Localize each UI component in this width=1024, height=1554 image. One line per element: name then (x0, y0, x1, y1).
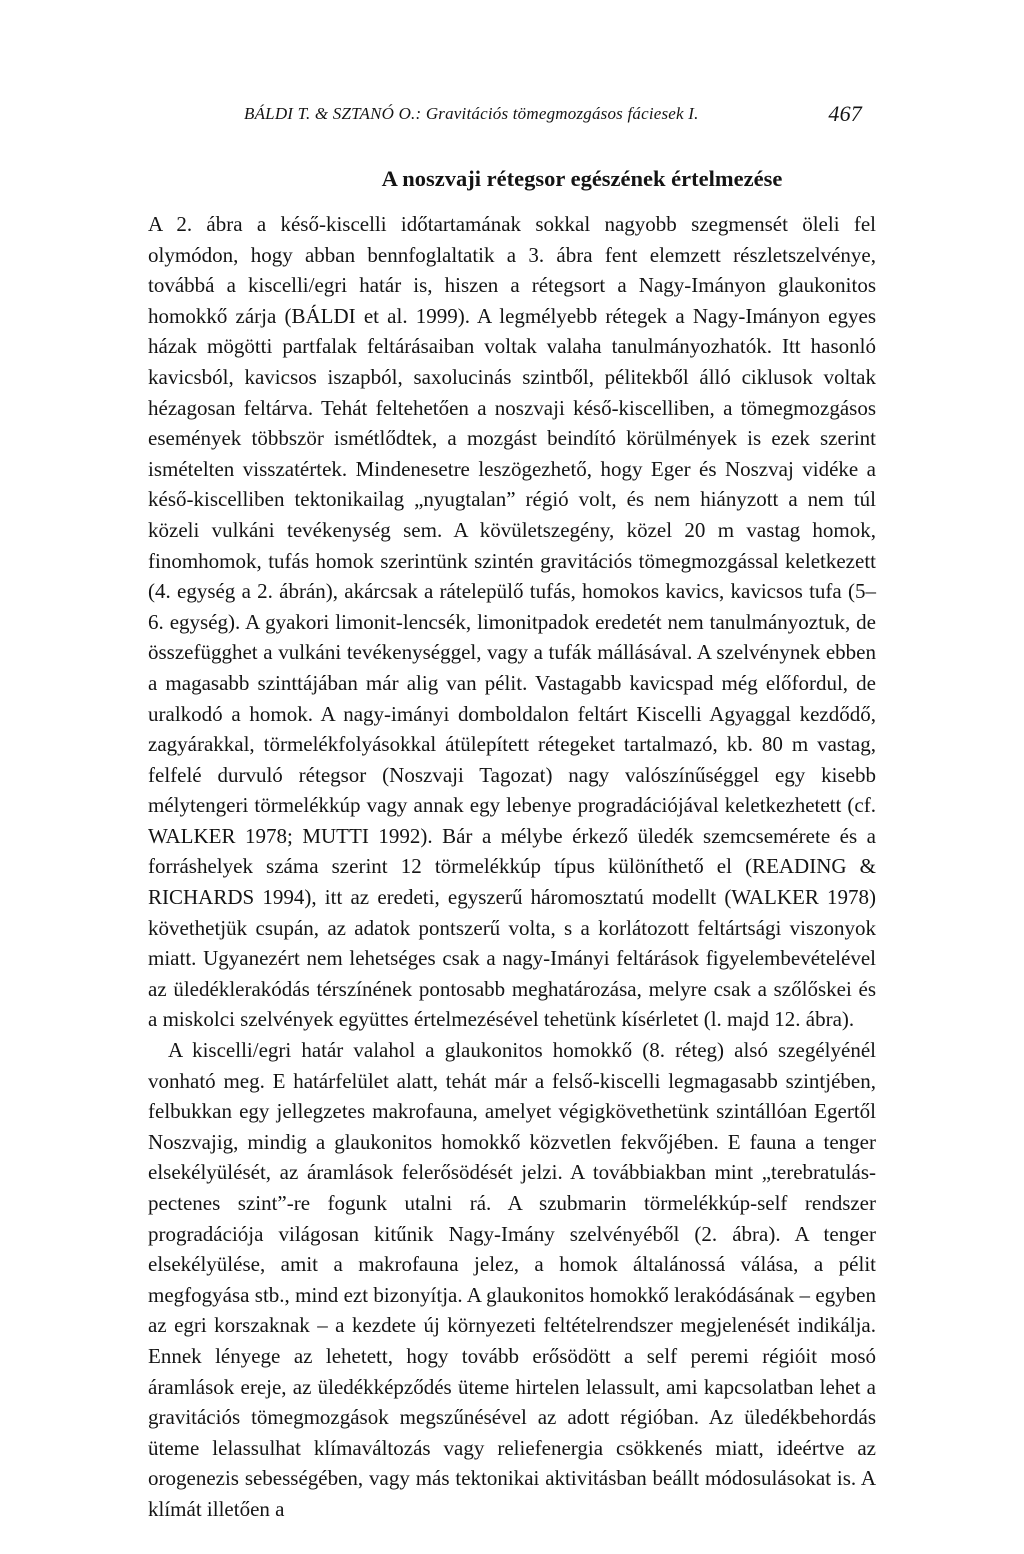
paragraph-2: A kiscelli/egri határ valahol a glaukonitos homokkő (8. réteg) alsó szegélyénél vonható meg. E határfelület alatt, tehát már a felső-kiscelli legmagasabb szintjében, felbukkan egy jellegzetes makrofauna, amelyet végigkövethetünk szintállóan Egertől Noszvajig, mindig a glaukonitos homokkő közvetlen fekvőjében. E fauna a tenger elsekélyülését, az áramlások felerősödését jelzi. A továbbiakban mint „terebratulás-pectenes szint”-re fogunk utalni rá. A szubmarin törmelékkúp-self rendszer progradációja világosan kitűnik Nagy-Imány szelvényéből (2. ábra). A tenger elsekélyülése, amit a makrofauna jelez, a homok általánossá válása, a pélit megfogyása stb., mind ezt bizonyítja. A glaukonitos homokkő lerakódásának – egyben az egri korszaknak – a kezdete új környezeti feltételrendszer megjelenését indikálja. Ennek lényege az lehetett, hogy tovább erősödött a self peremi régióit mosó áramlások ereje, az üledékképződés üteme hirtelen lelassult, ami kapcsolatban lehet a gravitációs tömegmozgások megszűnésével az adott régióban. Az üledékbehordás üteme lelassulhat klímaváltozás vagy reliefenergia csökkenés miatt, ideértve az orogenezis sebességében, vagy más tektonikai aktivitásban beállt módosulásokat is. A klímát illetően a (148, 1038, 876, 1521)
body-text (148, 209, 876, 1525)
paragraph-1: A 2. ábra a késő-kiscelli időtartamának sokkal nagyobb szegmensét öleli fel olymódon, hogy abban bennfoglaltatik a 3. ábra fent elemzett részletszelvénye, továbbá a kiscelli/egri határ is, hiszen a rétegsort a Nagy-Imányon glaukonitos homokkő zárja (BÁLDI et al. 1999). A legmélyebb rétegek a Nagy-Imányon egyes házak mögötti partfalak feltárásaiban voltak valaha tanulmányozhatók. Itt hasonló kavicsból, kavicsos iszapból, saxolucinás szintből, pélitekből álló ciklusok voltak hézagosan feltárva. Tehát feltehetően a noszvaji késő-kiscelliben, a tömegmozgásos események többször ismétlődtek, a mozgást beindító körülmények is ezek szerint ismételten visszatértek. Mindenesetre leszögezhető, hogy Eger és Noszvaj vidéke a késő-kiscelliben tektonikailag „nyugtalan” régió volt, és nem hiányzott a nem túl közeli vulkáni tevékenység sem. A kövületszegény, közel 20 m vastag homok, finomhomok, tufás homok szerintünk szintén gravitációs tömegmozgással keletkezett (4. egység a 2. ábrán), akárcsak a rátelepülő tufás, homokos kavics, kavicsos tufa (5–6. egység). A gyakori limonit-lencsék, limonitpadok eredetét nem tanulmányoztuk, de összefügghet a vulkáni tevékenységgel, vagy a tufák mállásával. A szelvénynek ebben a magasabb szinttájában már alig van pélit. Vastagabb kavicspad még előfordul, de uralkodó a homok. A nagy-imányi domboldalon feltárt Kiscelli Agyaggal kezdődő, zagyárakkal, törmelékfolyásokkal átülepített rétegeket tartalmazó, kb. 80 m vastag, felfelé durvuló rétegsor (Noszvaji Tagozat) nagy valószínűséggel egy kisebb mélytengeri törmelékkúp vagy annak egy lebenye progradációjával keletkezhetett (cf. WALKER 1978; MUTTI 1992). Bár a mélybe érkező üledék szemcsemérete és a forráshelyek száma szerint 12 törmelékkúp típus különíthető el (READING & RICHARDS 1994), itt az eredeti, egyszerű háromosztatú modellt (WALKER 1978) követhetjük csupán, az adatok pontszerű volta, s a korlátozott feltártsági viszonyok miatt. Ugyanezért nem lehetséges csak a nagy-Imányi feltárások figyelembevételével az üledéklerakódás térszínének pontosabb meghatározása, melyre csak a szőlőskei és a miskolci szelvények együttes értelmezésével tehetünk kísérletet (l. majd 12. ábra). (148, 212, 876, 1032)
page-number: 467 (828, 101, 862, 126)
section-heading: A noszvaji rétegsor egészének értelmezése (381, 166, 783, 191)
running-head (244, 101, 862, 128)
running-head-title: BÁLDI T. & SZTANÓ O.: Gravitációs tömegmozgásos fáciesek I. (244, 104, 699, 123)
